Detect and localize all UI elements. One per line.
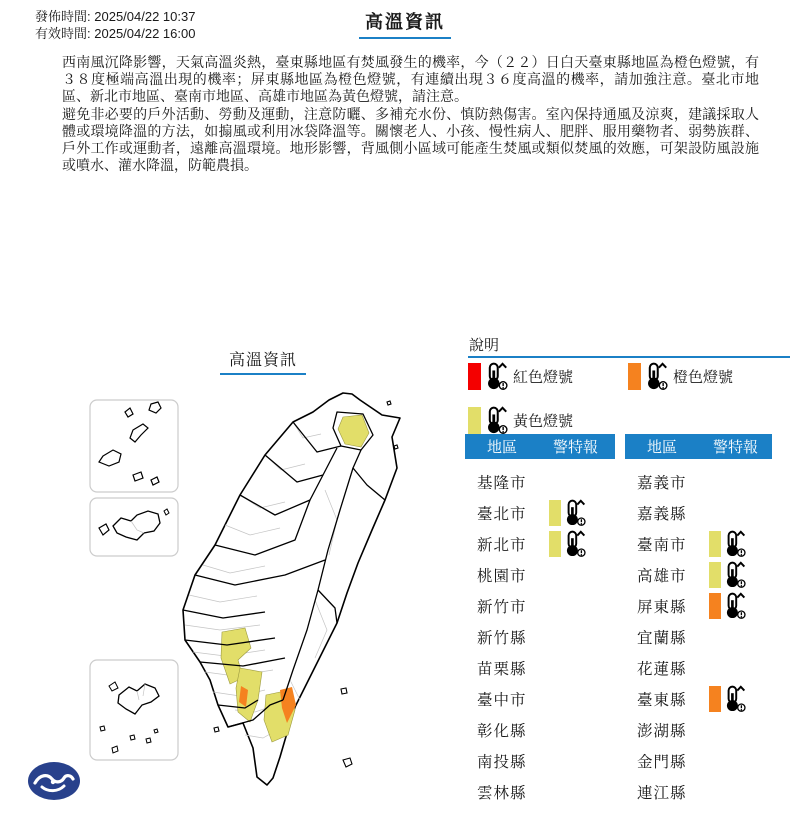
warning-table-left: [465, 434, 615, 807]
table-row: [465, 652, 615, 683]
region-label: 嘉義市: [637, 474, 687, 492]
page-title: 高溫資訊: [0, 8, 810, 39]
thermometer-icon: [485, 362, 509, 390]
region-label: 彰化縣: [477, 722, 527, 740]
inset-kinmen: [90, 498, 178, 556]
table-row: [625, 683, 772, 714]
inset-matsu: [90, 400, 178, 492]
cwb-logo: [27, 761, 81, 801]
table-row: [625, 621, 772, 652]
region-label: 臺中市: [477, 691, 527, 709]
table-row: [625, 714, 772, 745]
legend-item-red: [468, 362, 573, 390]
region-label: 屏東縣: [637, 598, 687, 616]
region-label: 高雄市: [637, 567, 687, 585]
table-row: [465, 714, 615, 745]
legend-divider: [468, 356, 790, 358]
warning-indicator: [549, 499, 587, 526]
taiwan-map-canvas: [85, 390, 465, 810]
warning-indicator: [549, 530, 587, 557]
table-header: [625, 434, 772, 459]
warning-indicator: [709, 592, 747, 619]
table-row: [465, 745, 615, 776]
table-row: [465, 776, 615, 807]
advisory-text: [62, 54, 759, 174]
advisory-paragraph-1: 西南風沉降影響，天氣高溫炎熱，臺東縣地區有焚風發生的機率，今（２２）日白天臺東縣地區為橙色燈號，有３８度極端高溫出現的機率；屏東縣地區為橙色燈號，有連續出現３６度高溫的機率，請加強注意。臺北市地區、新北市地區、臺南市地區、高雄市地區為黃色燈號，請注意。: [62, 54, 759, 105]
region-label: 宜蘭縣: [637, 629, 687, 647]
thermometer-icon: [724, 561, 747, 588]
taiwan-map: [85, 390, 465, 810]
column-region: 地區: [487, 439, 518, 456]
thermometer-icon: [724, 685, 747, 712]
advisory-paragraph-2: 避免非必要的戶外活動、勞動及運動，注意防曬、多補充水份、慎防熱傷害。室內保持通風及涼爽，建議採取人體或環境降溫的方法，如搧風或利用冰袋降溫等。關懷老人、小孩、慢性病人、肥胖、服用藥物者、弱勢族群、戶外工作或運動者，遠離高溫環境。地形影響，背風側小區域可能產生焚風或類似焚風的效應，可架設防風設施或噴水、灌水降溫，防範農損。: [62, 105, 759, 174]
warning-indicator: [709, 685, 747, 712]
region-label: 苗栗縣: [477, 660, 527, 678]
table-row: [625, 776, 772, 807]
region-label: 嘉義縣: [637, 505, 687, 523]
table-row: [465, 466, 615, 497]
red-light-swatch: [468, 363, 481, 390]
region-label: 雲林縣: [477, 784, 527, 802]
warning-swatch: [549, 500, 561, 526]
table-row: [625, 652, 772, 683]
table-header: [465, 434, 615, 459]
thermometer-icon: [564, 530, 587, 557]
region-label: 新竹市: [477, 598, 527, 616]
table-row: [625, 590, 772, 621]
thermometer-icon: [724, 592, 747, 619]
thermometer-icon: [485, 406, 509, 434]
region-label: 新北市: [477, 536, 527, 554]
region-label: 基隆市: [477, 474, 527, 492]
warning-indicator: [709, 530, 747, 557]
table-body: [465, 466, 615, 807]
region-label: 臺北市: [477, 505, 527, 523]
table-row: [625, 559, 772, 590]
table-row: [625, 528, 772, 559]
table-row: [625, 497, 772, 528]
yellow-light-swatch: [468, 407, 481, 434]
table-row: [465, 683, 615, 714]
warning-swatch: [709, 531, 721, 557]
thermometer-icon: [645, 362, 669, 390]
legend-label: 紅色燈號: [513, 368, 574, 386]
table-row: [465, 528, 615, 559]
column-warning: 警特報: [553, 439, 599, 456]
legend-title: 說明: [469, 337, 500, 354]
region-label: 臺南市: [637, 536, 687, 554]
region-label: 花蓮縣: [637, 660, 687, 678]
table-row: [625, 745, 772, 776]
region-label: 金門縣: [637, 753, 687, 771]
warning-swatch: [709, 562, 721, 588]
region-label: 連江縣: [637, 784, 687, 802]
region-label: 臺東縣: [637, 691, 687, 709]
table-row: [465, 497, 615, 528]
region-label: 桃園市: [477, 567, 527, 585]
region-label: 新竹縣: [477, 629, 527, 647]
valid-time-line: 有效時間: 2025/04/22 16:00: [35, 26, 196, 41]
inset-penghu: [90, 660, 178, 760]
thermometer-icon: [564, 499, 587, 526]
thermometer-icon: [724, 530, 747, 557]
column-warning: 警特報: [713, 439, 759, 456]
table-row: [465, 590, 615, 621]
map-title: 高溫資訊: [220, 347, 306, 375]
warning-swatch: [709, 686, 721, 712]
column-region: 地區: [647, 439, 678, 456]
publish-info: [35, 8, 195, 42]
region-label: 南投縣: [477, 753, 527, 771]
table-row: [625, 466, 772, 497]
legend-label: 橙色燈號: [673, 368, 734, 386]
table-row: [465, 559, 615, 590]
taiwan-island: [183, 393, 400, 785]
warning-table-right: [625, 434, 772, 807]
legend-label: 黃色燈號: [513, 412, 574, 430]
warning-indicator: [709, 561, 747, 588]
legend-item-yellow: [468, 406, 573, 434]
table-row: [465, 621, 615, 652]
table-body: [625, 466, 772, 807]
region-label: 澎湖縣: [637, 722, 687, 740]
warning-swatch: [709, 593, 721, 619]
publish-time-line: 發佈時間: 2025/04/22 10:37: [35, 9, 196, 24]
legend-item-orange: [628, 362, 733, 390]
orange-light-swatch: [628, 363, 641, 390]
warning-swatch: [549, 531, 561, 557]
